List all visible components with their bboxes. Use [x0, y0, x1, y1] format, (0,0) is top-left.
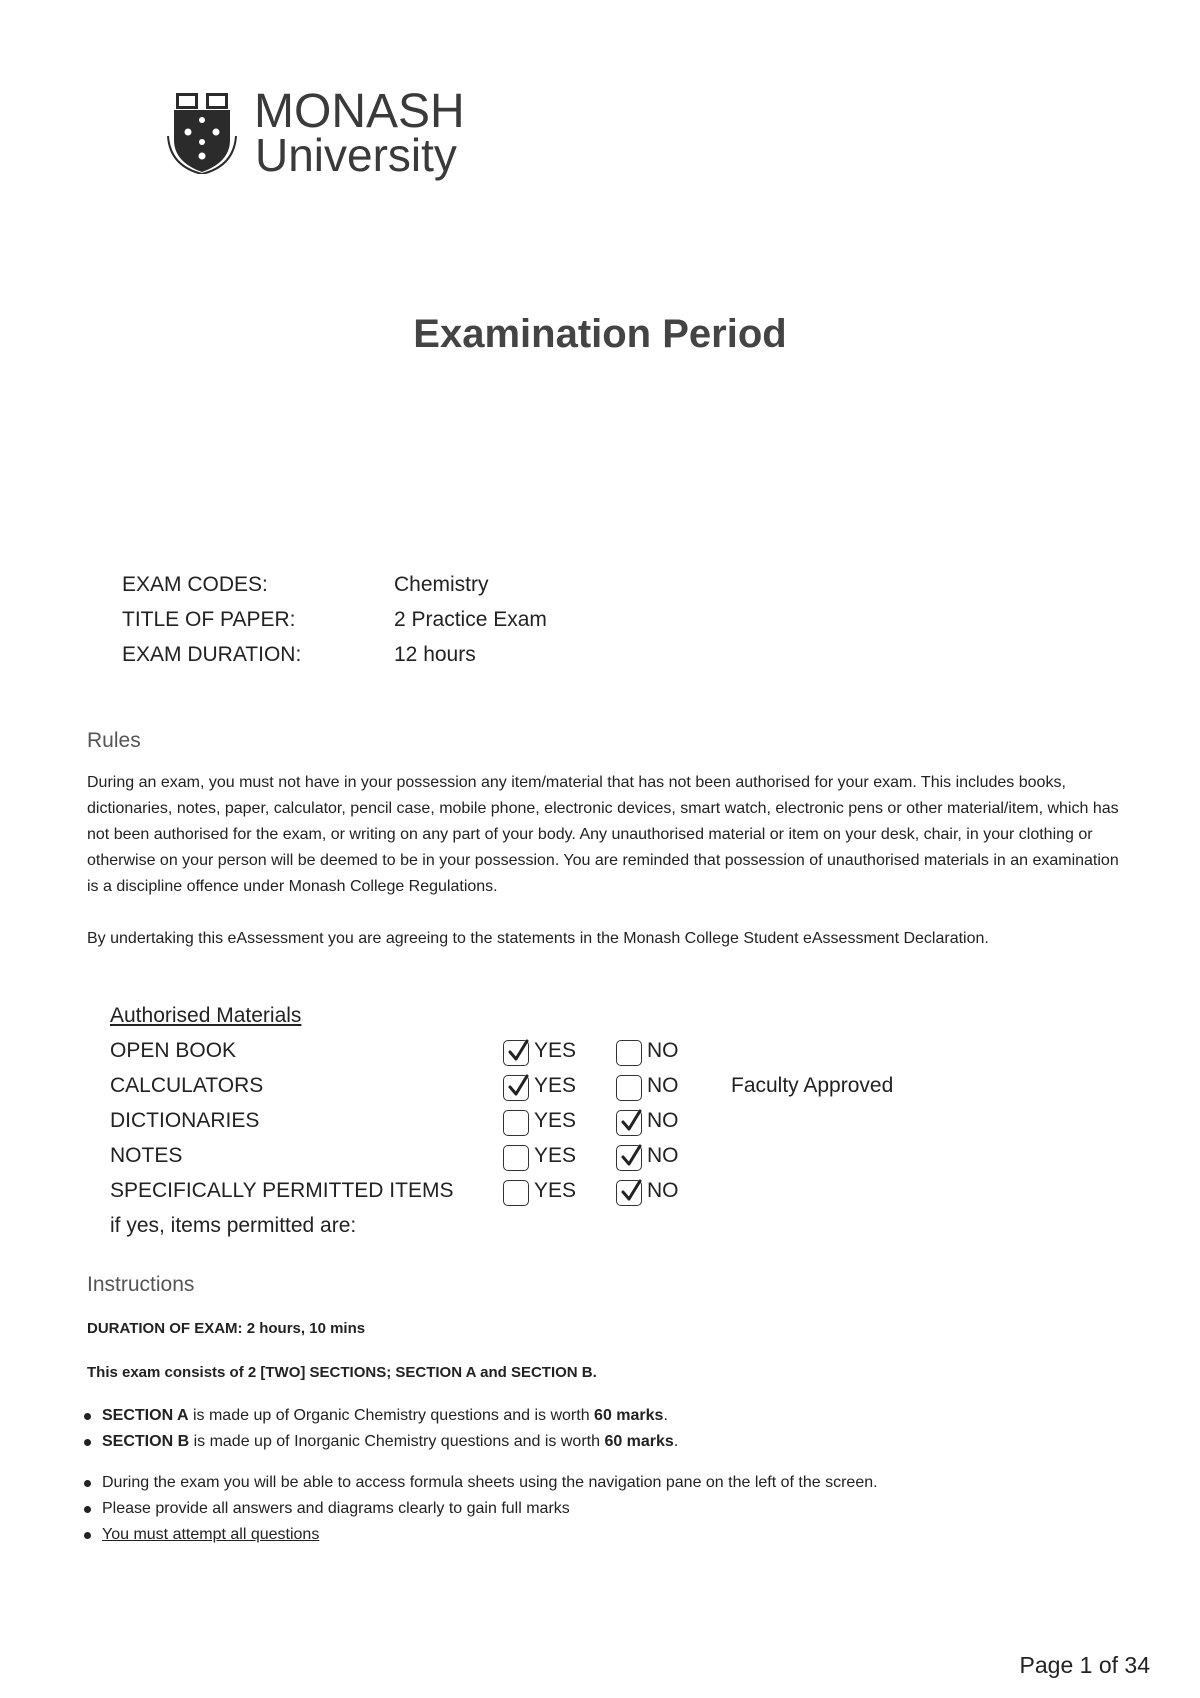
title-of-paper-label: TITLE OF PAPER:: [122, 608, 296, 631]
section-b-end: .: [673, 1433, 679, 1450]
no-checkbox[interactable]: [616, 1180, 642, 1206]
section-a-end: .: [663, 1407, 668, 1424]
logo-wordmark-monash: MONASH: [254, 85, 465, 138]
section-a-bullet: [84, 1407, 668, 1425]
checkmark-icon: [619, 1143, 643, 1169]
no-checkbox[interactable]: [616, 1110, 642, 1136]
no-checkbox[interactable]: [616, 1040, 642, 1066]
no-label: NO: [647, 1109, 679, 1132]
no-checkbox[interactable]: [616, 1075, 642, 1101]
instruction-bullet-answers: [84, 1500, 570, 1518]
sections-intro: This exam consists of 2 [TWO] SECTIONS; SECTION A and SECTION B.: [87, 1364, 597, 1381]
page-number: Page 1 of 34: [1019, 1652, 1150, 1678]
bullet-dot: [84, 1439, 91, 1446]
yes-checkbox[interactable]: [503, 1110, 529, 1136]
authorised-item-label: OPEN BOOK: [110, 1039, 237, 1062]
instruction-bullet-text: During the exam you will be able to access formula sheets using the navigation pane on the left of the screen.: [102, 1474, 878, 1491]
exam-codes-label: EXAM CODES:: [122, 573, 268, 596]
rules-heading: Rules: [87, 729, 141, 752]
exam-duration-value: 12 hours: [394, 643, 476, 666]
yes-checkbox[interactable]: [503, 1180, 529, 1206]
instruction-bullet-text: Please provide all answers and diagrams clearly to gain full marks: [102, 1500, 570, 1517]
rules-paragraph: During an exam, you must not have in your possession any item/material that has not been authorised for your exam. This includes books, dictionaries, notes, paper, calculator, pencil case, mobile phone, electronic devices, smart watch, electronic pens or other material/item, which has not been authorised for the exam, or writing on any part of your body. Any unauthorised material or item on your desk, chair, in your clothing or otherwise on your person will be deemed to be in your possession. You are reminded that possession of unauthorised materials in an examination is a discipline offence under Monash College Regulations.: [87, 774, 1119, 895]
authorised-item-label: CALCULATORS: [110, 1074, 264, 1097]
authorised-item-label: NOTES: [110, 1144, 183, 1167]
no-label: NO: [647, 1039, 679, 1062]
yes-label: YES: [534, 1179, 577, 1202]
exam-duration-label: EXAM DURATION:: [122, 643, 302, 666]
checkmark-icon: [506, 1038, 530, 1064]
authorised-item-label: DICTIONARIES: [110, 1109, 260, 1132]
checkmark-icon: [619, 1178, 643, 1204]
authorised-item-label: SPECIFICALLY PERMITTED ITEMS: [110, 1179, 454, 1202]
no-label: NO: [647, 1144, 679, 1167]
bullet-dot: [84, 1532, 91, 1539]
section-b-text: is made up of Inorganic Chemistry questions and is worth: [189, 1433, 605, 1450]
declaration-text: By undertaking this eAssessment you are agreeing to the statements in the Monash College Student eAssessment Declaration.: [87, 930, 989, 947]
yes-label: YES: [534, 1039, 577, 1062]
instruction-bullet-attempt: [84, 1526, 319, 1544]
title-of-paper-value: 2 Practice Exam: [394, 608, 547, 631]
exam-codes-value: Chemistry: [394, 573, 489, 596]
no-checkbox[interactable]: [616, 1145, 642, 1171]
instruction-bullet-formula: [84, 1474, 878, 1492]
instructions-heading: Instructions: [87, 1273, 195, 1296]
checkmark-icon: [619, 1108, 643, 1134]
section-b-name: SECTION B: [102, 1433, 190, 1450]
logo-wordmark-university: University: [255, 129, 457, 181]
bullet-dot: [84, 1506, 91, 1513]
checkmark-icon: [506, 1073, 530, 1099]
bullet-dot: [84, 1413, 91, 1420]
permitted-items-text: if yes, items permitted are:: [110, 1214, 357, 1237]
section-a-text: is made up of Organic Chemistry questions and is worth: [188, 1407, 595, 1424]
yes-label: YES: [534, 1074, 577, 1097]
section-a-name: SECTION A: [102, 1407, 189, 1424]
yes-checkbox[interactable]: [503, 1145, 529, 1171]
yes-checkbox[interactable]: [503, 1075, 529, 1101]
page-title: Examination Period: [413, 312, 787, 356]
authorised-materials-heading: Authorised Materials: [110, 1004, 302, 1027]
monash-crest-icon: [166, 90, 238, 174]
no-label: NO: [647, 1074, 679, 1097]
yes-label: YES: [534, 1144, 577, 1167]
authorised-item-note: Faculty Approved: [731, 1074, 894, 1097]
exam-duration-instruction: DURATION OF EXAM: 2 hours, 10 mins: [87, 1320, 366, 1337]
section-b-marks: 60 marks: [604, 1433, 674, 1450]
monash-logo: [166, 85, 466, 181]
bullet-dot: [84, 1480, 91, 1487]
section-b-bullet: [84, 1433, 678, 1451]
must-attempt-text: You must attempt all questions: [102, 1526, 320, 1543]
no-label: NO: [647, 1179, 679, 1202]
yes-checkbox[interactable]: [503, 1040, 529, 1066]
yes-label: YES: [534, 1109, 577, 1132]
section-a-marks: 60 marks: [594, 1407, 664, 1424]
